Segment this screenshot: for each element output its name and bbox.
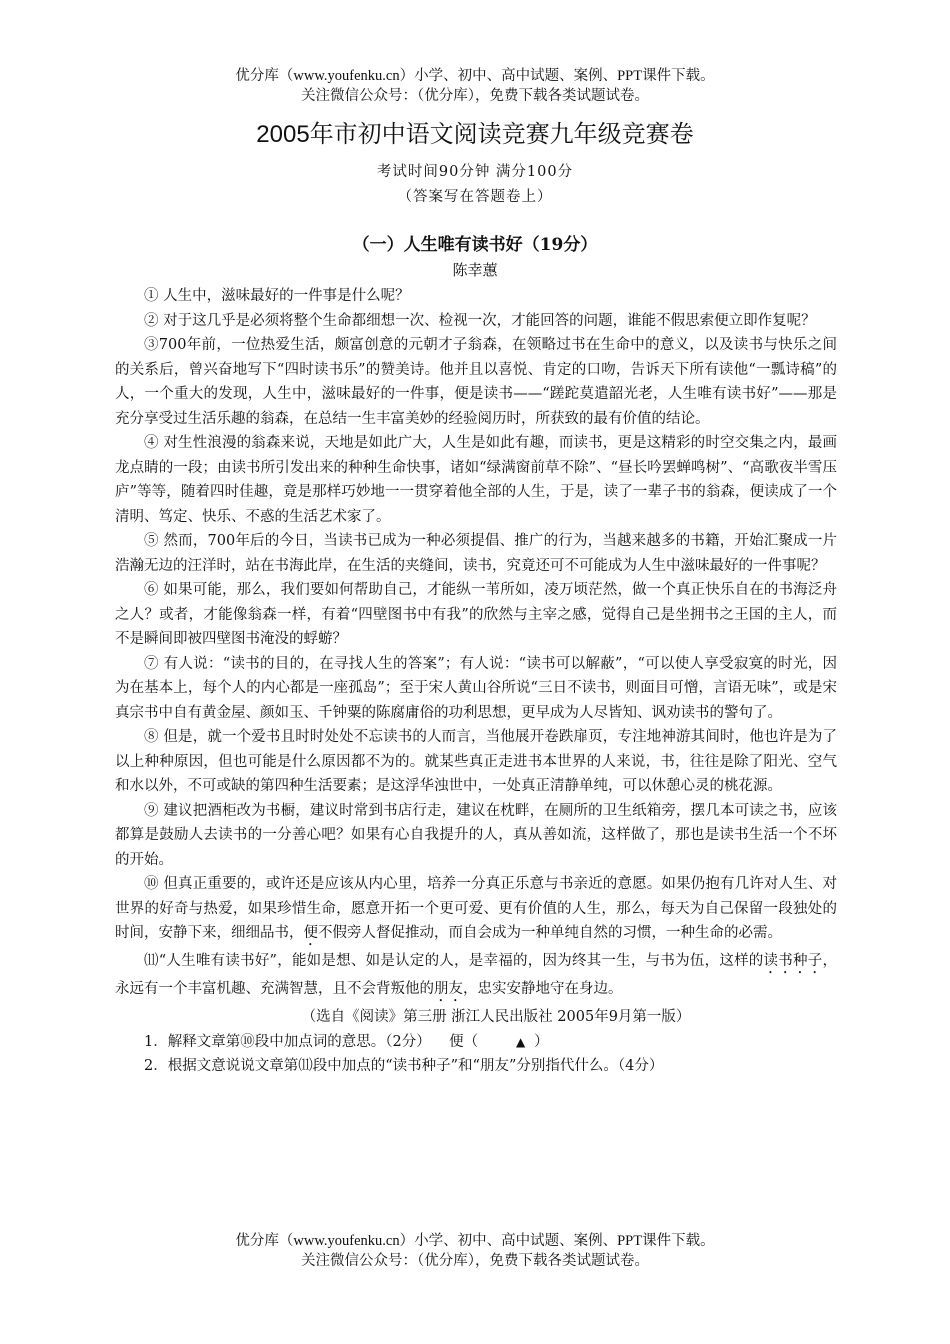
- answer-note: （答案写在答题卷上）: [397, 189, 553, 205]
- paragraph-3: ③700年前，一位热爱生活，颇富创意的元朝才子翁森，在领略过书在生命中的意义，以及读书与快乐之间的关系后，曾兴奋地写下“四时读书乐”的赞美诗。他并且以喜悦、肯定的口吻，告诉天下所有读他“一瓢诗稿”的人，一个重大的发现，人生中，滋味最好的一件事，便是读书——“蹉跎莫遣韶光老，人生唯有读书好”——那是充分享受过生活乐趣的翁森，在总结一生丰富美妙的经验阅历时，所获致的最有价值的结论。: [115, 337, 838, 427]
- emphasized-word-dushu-zhongzi: 读书种子: [763, 953, 823, 969]
- footer-line-2: 关注微信公众号：（优分库），免费下载各类试题试卷。: [301, 1253, 649, 1269]
- paragraph-11: [115, 949, 837, 1005]
- question-1-text: 1．解释文章第⑩段中加点词的意思。（2分）: [144, 1033, 431, 1050]
- answer-marker-icon: ▲: [516, 1034, 526, 1049]
- paragraph-4: ④ 对生性浪漫的翁森来说，天地是如此广大，人生是如此有趣，而读书，更是这精彩的时空交集之内，最画龙点睛的一段；由读书所引发出来的种种生命快事，诸如“绿满窗前草不除”、“昼长吟罢蝉鸣树”、“高歌夜半雪压庐”等等，随着四时佳趣，竟是那样巧妙地一一贯穿着他全部的人生，于是，读了一辈子书的翁森，便读成了一个清明、笃定、快乐、不惑的生活艺术家了。: [115, 435, 837, 525]
- header-line-1: 优分库（www.youfenku.cn）小学、初中、高中试题、案例、PPT课件下载。: [235, 68, 715, 84]
- article-body: [115, 284, 837, 1079]
- article-author: 陈幸蕙: [452, 261, 498, 279]
- paragraph-2: ② 对于这几乎是必须将整个生命都细想一次、检视一次，才能回答的问题，谁能不假思索便立即作复呢？: [144, 312, 816, 329]
- emphasized-word-bian: 便: [303, 925, 318, 941]
- question-1-close: ）: [534, 1033, 549, 1050]
- paragraph-5: ⑤ 然而，700年后的今日，当读书已成为一种必须提倡、推广的行为，当越来越多的书籍，开始汇聚成一片浩瀚无边的汪洋时，站在书海此岸，在生活的夹缝间，读书，究竟还可不可能成为人生中滋味最好的一件事呢？: [115, 533, 837, 574]
- paragraph-10: [115, 872, 837, 949]
- paragraph-11-text-b: ，永远有一个丰富机趣、充满智慧，且不会背叛他的: [115, 953, 837, 997]
- emphasized-word-pengyou: 朋友: [434, 981, 463, 997]
- question-2: 2．根据文意说说文章第⑾段中加点的“读书种子”和“朋友”分别指代什么。（4分）: [144, 1058, 664, 1074]
- question-1-word: 便（: [449, 1033, 479, 1050]
- paragraph-1: ① 人生中，滋味最好的一件事是什么呢？: [144, 288, 410, 304]
- footer-line-1: 优分库（www.youfenku.cn）小学、初中、高中试题、案例、PPT课件下载。: [235, 1233, 715, 1249]
- paragraph-9: ⑨ 建议把酒柜改为书橱，建议时常到书店行走，建议在枕畔，在厕所的卫生纸箱旁，摆几本可读之书，应该都算是鼓励人去读书的一分善心吧？如果有心自我提升的人，真从善如流，这样做了，那也是读书生活一个不坏的开始。: [115, 802, 837, 868]
- article-source: （选自《阅读》第三册 浙江人民出版社 2005年9月第一版）: [301, 1009, 691, 1025]
- paragraph-10-text-b: 不假旁人督促推动，而自会成为一种单纯自然的习惯，一种生命的必需。: [318, 925, 782, 941]
- paragraph-11-text-a: ⑾“人生唯有读书好”，能如是想、如是认定的人，是幸福的，因为终其一生，与书为伍，这样的: [144, 953, 764, 969]
- paragraph-6: ⑥ 如果可能，那么，我们要如何帮助自己，才能纵一苇所如，凌万顷茫然，做一个真正快乐自在的书海泛舟之人？或者，才能像翁森一样，有着“四壁图书中有我”的欣然与主宰之感，觉得自己是坐拥书之王国的主人，而不是瞬间即被四壁图书淹没的蜉蝣？: [115, 582, 837, 647]
- exam-info: 考试时间90分钟 满分100分: [376, 164, 574, 180]
- page-title: 2005年市初中语文阅读竞赛九年级竞赛卷: [256, 121, 694, 148]
- section-heading: （一）人生唯有读书好（19分）: [352, 235, 598, 255]
- header-line-2: 关注微信公众号：（优分库），免费下载各类试题试卷。: [301, 88, 649, 104]
- paragraph-8: ⑧ 但是，就一个爱书且时时处处不忘读书的人而言，当他展开卷跌扉页，专注地神游其间时，他也许是为了以上种种原因，但也可能是什么原因都不为的。就某些真正走进书本世界的人来说，书，往往是除了阳光、空气和水以外，不可或缺的第四种生活要素；是这浮华浊世中，一处真正清静单纯，可以休憩心灵的桃花源。: [115, 729, 837, 794]
- answer-blank: [478, 1030, 534, 1055]
- question-1: [115, 1030, 837, 1055]
- paragraph-10-text-a: ⑩ 但真正重要的，或许还是应该从内心里，培养一分真正乐意与书亲近的意愿。如果仍抱有几许对人生、对世界的好奇与热爱，如果珍惜生命，愿意开拓一个更可爱、更有价值的人生，那么，每天为自己保留一段独处的时间，安静下来，细细品书，: [115, 876, 837, 941]
- paragraph-11-text-c: ，忠实安静地守在身边。: [463, 981, 623, 997]
- paragraph-7: ⑦ 有人说：“读书的目的，在寻找人生的答案”；有人说：“读书可以解蔽”，“可以使人享受寂寞的时光，因为在基本上，每个人的内心都是一座孤岛”；至于宋人黄山谷所说“三日不读书，则面目可憎，言语无味”，或是宋真宗书中自有黄金屋、颜如玉、千钟粟的陈腐庸俗的功利思想，更早成为人尽皆知、讽劝读书的警句了。: [115, 655, 837, 721]
